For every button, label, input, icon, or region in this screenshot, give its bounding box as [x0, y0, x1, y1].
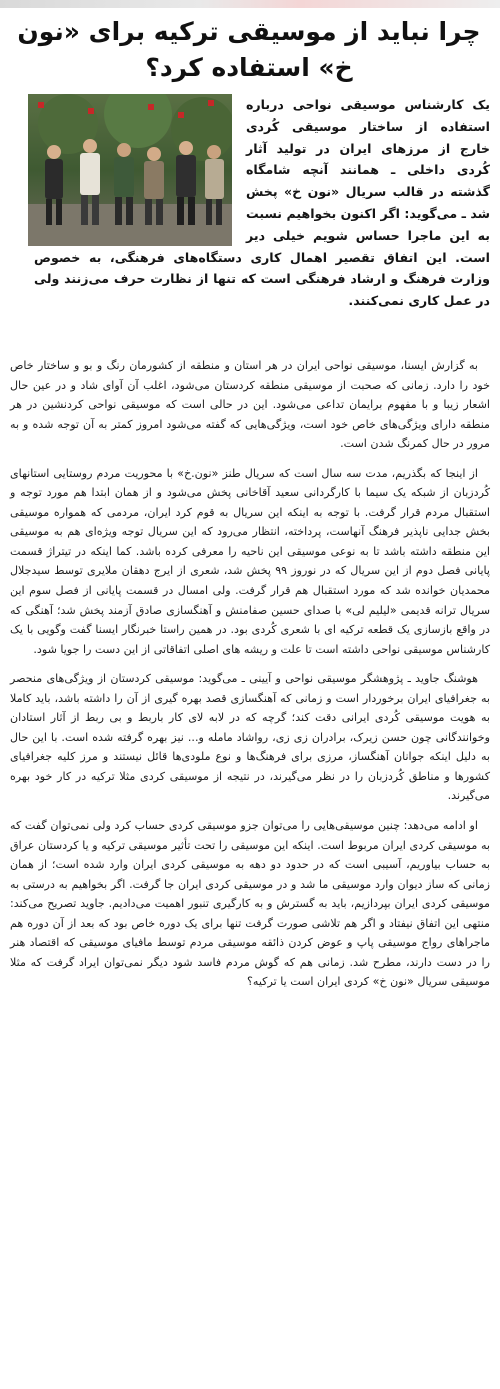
lead-text: یک کارشناس موسیقی نواحی درباره استفاده از ساختار موسیقی کُردی خارج از مرزهای ایران در تولید آثار کُردی داخلی ـ همانند آنچه شامگاه گذشته در قالب سریال «نون خ» پخش شد ـ می‌گوید: اگر اکنون بخواهیم نسبت به این ماجرا حساس شویم خیلی دیر است. این اتفاق تقصیر اهمال کاری دستگاه‌های فرهنگی، به خصوص وزارت فرهنگ و ارشاد فرهنگی است که تنها از نظارت حرف می‌زنند ولی در عمل کاری نمی‌کنند. [34, 97, 490, 309]
body-paragraph-4: او ادامه می‌دهد: چنین موسیقی‌هایی را می‌توان جزو موسیقی کردی حساب کرد ولی نمی‌توان گفت که به موسیقی کردی ایران مربوط است. اینکه این موسیقی را تحت تأثیر موسیقی ترکیه و یا کردستان عراق به حساب بیاوریم، آسیبی است که در حدود دو دهه به موسیقی کردی ایران وارد شده است؛ از همان زمانی که ساز دیوان وارد موسیقی ما شد و در موسیقی کردی ایران جا گرفت. اگر بخواهیم به درستی به موسیقی کردی ایران بپردازیم، باید به گسترش و به کارگیری تنبور اهمیت می‌دادیم. جاوید تصریح می‌کند: منتهی این اتفاق نیفتاد و اگر هم تلاشی صورت گرفت تنها برای یک دوره خاص بود که بعد از آن دوره هم ماجراهای رواج موسیقی پاپ و عوض کردن ذائقه موسیقی مردم توسط مافیای موسیقی که اقتصاد هنر را در دست دارند، مطرح شد. زمانی هم که گوش مردم فاسد شود دیگر نمی‌توان ایراد گرفت که مثلا موسیقی سریال «نون خ» کردی ایران است یا ترکیه؟ [10, 819, 490, 989]
body-paragraph-1: به گزارش ایسنا، موسیقی نواحی ایران در هر استان و منطقه از کشورمان رنگ و بو و ساختار خاص خود را دارد. زمانی که صحبت از موسیقی منطقه کردستان می‌شود، اغلب آن آوای شاد و در عین حال اشعار زیبا و با مفهوم برایمان تداعی می‌شود. این در حالی است که موسیقی نواحی کردنشین در هر منطقه دارای ویژگی‌های خاص خود است، ویژگی‌هایی که گفته می‌شود امروز کمتر به آن توجه شده و به مرور در حال کمرنگ شدن است. [10, 359, 490, 451]
body-paragraph-3: هوشنگ جاوید ـ پژوهشگر موسیقی نواحی و آیینی ـ می‌گوید: موسیقی کردستان از ویژگی‌های منحصر به جغرافیای ایران برخوردار است و زمانی که آهنگسازی قصد بهره گیری از آن را داشته باشد، باید کاملا به هویت موسیقی کُردی ایرانی دقت کند؛ گرچه که در لابه لای کار باربط و بی ربط از آثار استادان وخوانندگانی چون حسن زیرک، برادران زی زی، رواشاد مامله و... نیز بهره گرفته شده است. با این حال به دلیل اینکه جوانان آهنگساز، مرزی برای فرهنگ‌ها و نوع ملودی‌ها قائل نیستند و مرز کلیه جغرافیای کشورها و مناطق کُردزبان را در نظر می‌گیرند، در نتیجه از موسیقی کردی مثلا ترکیه در کار خود بهره می‌گیرند. [10, 672, 490, 803]
headline: چرا نباید از موسیقی ترکیه برای «نون خ» استفاده کرد؟ [17, 17, 481, 82]
body-paragraph-2: از اینجا که بگذریم، مدت سه سال است که سریال طنز «نون.خ» با محوریت مردم روستایی استانهای کُردزبان از شبکه یک سیما با کارگردانی سعید آقاخانی پخش می‌شود و از همان ابتدا هم مورد توجه و استقبال مردم قرار گرفت. با توجه به اینکه این سریال به قوم کرد ایران، مردمی که همواره موسیقی بخش جدایی ناپذیر فرهنگ آنهاست، پرداخته، انتظار می‌رود که این سریال توجه ویژه‌ای هم به موسیقی این منطقه داشته باشد تا به نوعی موسیقی این ناحیه را معرفی کرده باشد. کما اینکه در تیتراژ قسمت پایانی فصل دوم از این سریال که در نوروز ۹۹ پخش شد، شعری از ایرج دهقان ملایری توسط سیدجلال محمدیان خوانده شد که مورد استقبال هم قرار گرفت. ولی امسال در قسمت پایانی از فصل سوم این سریال ترانه قدیمی «لیلیم لی» با صدای حسین صفامنش و آهنگسازی صادق آزمند پخش شد؛ آهنگی که در واقع بازسازی یک قطعه ترکیه ای با شعری کُردی بود. در همین راستا خبرنگار ایسنا گفت وگویی با یک کارشناس موسیقی نواحی داشته است تا علت و ریشه های اصلی اتفاقاتی از این دست را جویا شود. [10, 466, 490, 656]
article-body [10, 356, 490, 1002]
lead-section [28, 94, 490, 356]
article-photo [28, 94, 232, 246]
top-banner-strip [0, 0, 500, 8]
